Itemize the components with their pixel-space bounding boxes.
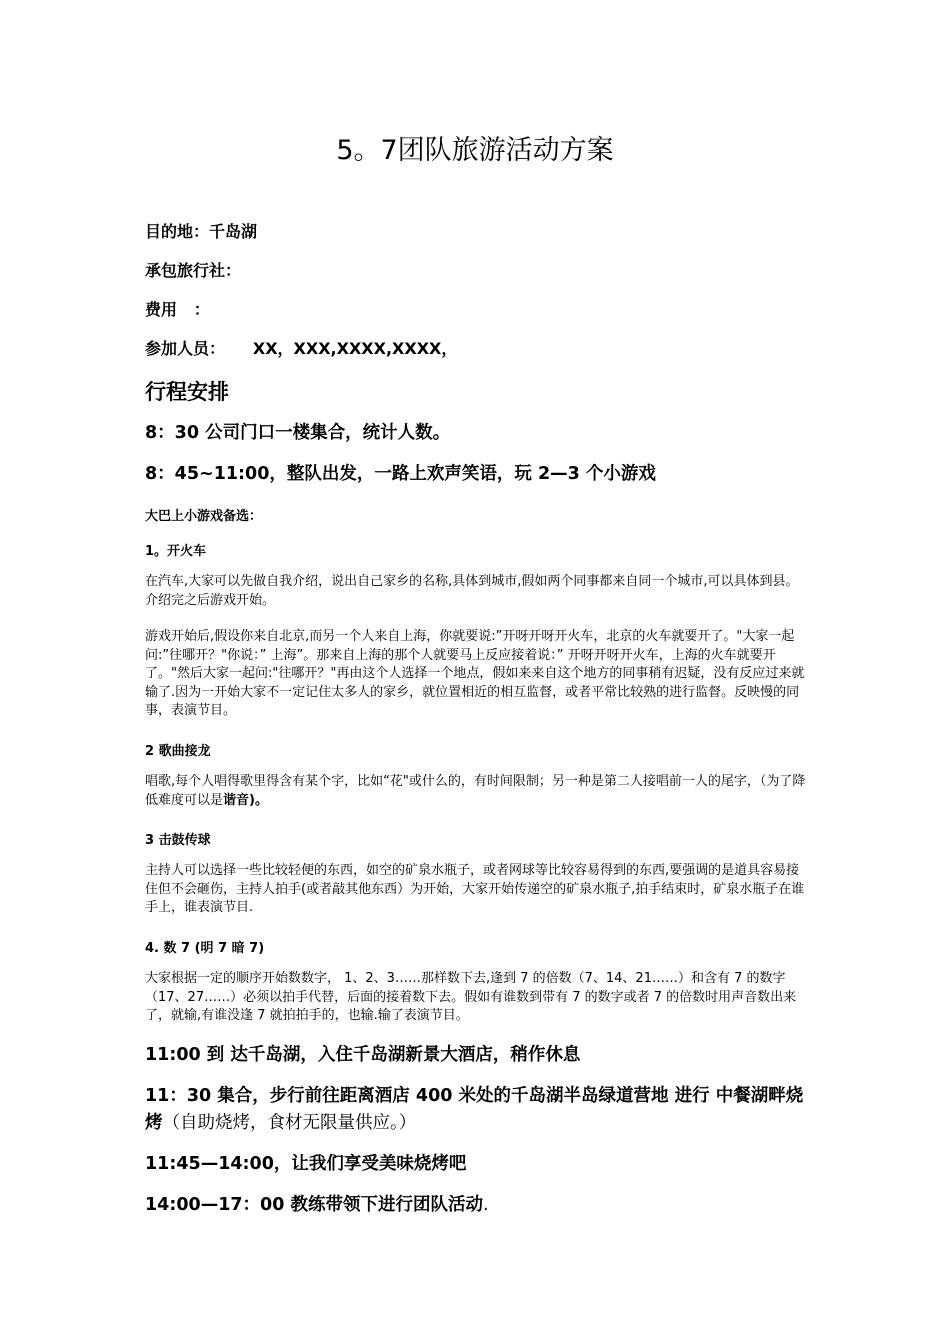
schedule-item-1400 <box>145 1192 815 1219</box>
itinerary-heading: 行程安排 <box>145 380 229 404</box>
document-title: 5。7团队旅游活动方案 <box>336 135 614 166</box>
schedule-1130-bold: 11：30 集合，步行前往距离酒店 400 米处的千岛湖半岛绿道营地 进行 中餐湖畔烧烤 <box>145 1086 804 1133</box>
game-2-bold-text: 谐音 <box>223 792 250 808</box>
participants-line: 参加人员： XX，XXX,XXXX,XXXX， <box>145 339 458 358</box>
destination-line: 目的地：千岛湖 <box>145 222 258 241</box>
game-1-paragraph-2: 游戏开始后,假设你来自北京,而另一个人来自上海，你就要说:”开呀开呀开火车，北京的火车就要开了。"大家一起问:”往哪开？"你说：” 上海”。那来自上海的那个人就要马上反应接着说：” 开呀开呀开火车，上海的火车就要开了。"然后大家一起问:"往哪开？"再由这个人选择一个地点，假如来来自这个地方的同事稍有迟疑，没有反应过来就输了.因为一开始大家不一定记住太多人的家乡，就位置相近的相互监督，或者平常比较熟的进行监督。反映慢的同事，表演节目。 <box>145 629 805 718</box>
schedule-item-0830: 8：30 公司门口一楼集合，统计人数。 <box>145 423 451 443</box>
game-2-text: 唱歌,每个人唱得歌里得含有某个字，比如“花"或什么的，有时间限制；另一种是第二人接唱前一人的尾字，（为了降低难度可以是 <box>145 774 806 808</box>
game-4-paragraph: 大家根据一定的顺序开始数数字， 1、2、3……那样数下去,逢到 7 的倍数（7、14、21……）和含有 7 的数字（17、27……）必须以拍手代替，后面的接着数下去。假如有谁数到带有 7 的数字或者 7 的倍数时用声音数出来了，就输,有谁没逢 7 就拍拍手的，也输.输了表演节目。 <box>145 971 797 1023</box>
schedule-1130-note: （自助烧烤，食材无限量供应。） <box>162 1113 417 1133</box>
game-2-title: 2 歌曲接龙 <box>145 744 211 759</box>
game-1-paragraph-1: 在汽车,大家可以先做自我介绍，说出自己家乡的名称,具体到城市,假如两个同事都来自同一个城市,可以具体到县。介绍完之后游戏开始。 <box>145 574 799 608</box>
game-3-title: 3 击鼓传球 <box>145 833 211 848</box>
fee-line: 费用 ： <box>145 300 210 319</box>
games-heading: 大巴上小游戏备选： <box>145 509 263 524</box>
schedule-1400-bold: 14:00—17：00 教练带领下进行团队活动 <box>145 1195 484 1215</box>
schedule-1400-end: . <box>483 1195 489 1215</box>
schedule-item-1145: 11:45—14:00，让我们享受美味烧烤吧 <box>145 1154 467 1174</box>
schedule-item-0845: 8：45~11:00，整队出发，一路上欢声笑语，玩 2—3 个小游戏 <box>145 464 656 484</box>
schedule-item-1100: 11:00 到 达千岛湖，入住千岛湖新景大酒店，稍作休息 <box>145 1045 581 1065</box>
schedule-item-1130 <box>145 1083 815 1137</box>
agency-line: 承包旅行社： <box>145 261 242 280</box>
game-2-text-end: )。 <box>249 792 268 808</box>
game-3-paragraph: 主持人可以选择一些比较轻便的东西，如空的矿泉水瓶子，或者网球等比较容易得到的东西,要强调的是道具容易接住但不会砸伤，主持人拍手(或者敲其他东西）为开始，大家开始传递空的矿泉水瓶子,拍手结束时，矿泉水瓶子在谁手上，谁表演节目. <box>145 863 805 915</box>
game-4-title: 4. 数 7 (明 7 暗 7) <box>145 941 265 956</box>
game-1-title: 1。开火车 <box>145 544 207 559</box>
game-2-paragraph <box>145 773 810 810</box>
